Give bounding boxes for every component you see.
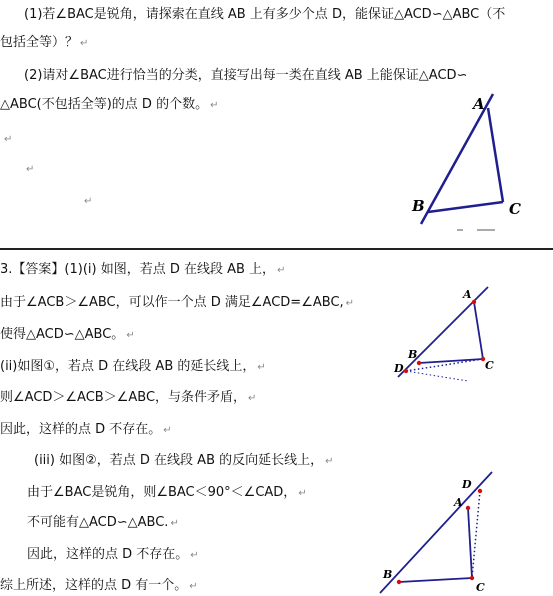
- question-line-2-text: 包括全等）？: [0, 35, 79, 50]
- answer-line-11: [0, 577, 198, 596]
- empty-paragraph: [82, 192, 92, 211]
- question-line-1: [24, 6, 505, 24]
- empty-paragraph: [24, 160, 34, 179]
- answer-line-10-text: 因此，这样的点 D 不存在。: [27, 547, 189, 562]
- point-b: [397, 580, 401, 584]
- answer-line-3-text: 使得△ACD∽△ABC。: [0, 327, 125, 342]
- paragraph-mark: ↵: [277, 265, 286, 276]
- paragraph-mark: ↵: [298, 488, 307, 499]
- label-a: A: [473, 95, 485, 113]
- answer-line-4-text: (ii)如图①，若点 D 在线段 AB 的延长线上，: [0, 359, 256, 374]
- paragraph-mark: ↵: [4, 134, 13, 145]
- answer-line-8: [27, 484, 307, 503]
- answer-line-4: [0, 358, 266, 377]
- answer-line-2-text: 由于∠ACB＞∠ABC，可以作一个点 D 满足∠ACD=∠ABC,: [0, 295, 344, 310]
- question-line-1-text: (1)若∠BAC是锐角，请探索在直线 AB 上有多少个点 D，能保证△ACD∽△ABC（不: [24, 7, 506, 22]
- answer-line-11-text: 综上所述，这样的点 D 有一个。: [0, 578, 188, 593]
- answer-line-9: [27, 514, 179, 533]
- label-b: B: [408, 348, 418, 361]
- answer-figure-2: [380, 474, 492, 593]
- label-a: A: [463, 288, 472, 301]
- section-divider: [0, 248, 553, 250]
- answer-line-5-text: 则∠ACD＞∠ACB＞∠ABC，与条件矛盾，: [0, 390, 247, 405]
- answer-line-5: [0, 389, 256, 408]
- answer-line-9-text: 不可能有△ACD∽△ABC.: [27, 515, 169, 530]
- paragraph-mark: ↵: [345, 298, 355, 309]
- segment-ac: [474, 302, 483, 359]
- answer-line-6-text: 因此，这样的点 D 不存在。: [0, 422, 162, 437]
- paragraph-mark: ↵: [190, 550, 199, 561]
- question-line-4: [0, 96, 218, 115]
- segment-bc: [399, 578, 472, 582]
- answer-figure-1: [392, 285, 492, 385]
- label-a: A: [454, 496, 463, 509]
- question-line-3-text: (2)请对∠BAC进行恰当的分类，直接写出每一类在直线 AB 上能保证△ACD∽: [24, 68, 468, 83]
- label-c: C: [485, 359, 494, 372]
- paragraph-mark: ↵: [257, 362, 266, 373]
- segment-ac: [488, 108, 503, 202]
- question-line-4-text: △ABC(不包括全等)的点 D 的个数。: [0, 97, 209, 112]
- label-c: C: [476, 581, 485, 594]
- point-d: [404, 369, 408, 373]
- line-ab: [380, 472, 492, 593]
- question-line-2: [0, 34, 88, 53]
- paragraph-mark: ↵: [325, 456, 334, 467]
- paragraph-mark: ↵: [84, 196, 93, 207]
- answer-line-6: [0, 421, 172, 440]
- answer-line-7-text: (iii) 如图②，若点 D 在线段 AB 的反向延长线上，: [34, 453, 324, 468]
- paragraph-mark: ↵: [189, 581, 198, 592]
- question-triangle-figure: [405, 90, 545, 240]
- dotted-segment-dc: [472, 491, 480, 578]
- point-a: [472, 300, 476, 304]
- question-line-3: [24, 67, 467, 85]
- point-a: [466, 506, 470, 510]
- answer-line-7: [34, 452, 334, 471]
- point-b: [417, 361, 421, 365]
- label-c: C: [509, 200, 521, 218]
- answer-line-2: [0, 294, 354, 313]
- point-c: [470, 576, 474, 580]
- answer-line-10: [27, 546, 199, 565]
- paragraph-mark: ↵: [126, 330, 135, 341]
- answer-line-3: [0, 326, 135, 345]
- label-b: B: [412, 197, 425, 215]
- paragraph-mark: ↵: [163, 425, 172, 436]
- segment-ac: [468, 508, 472, 578]
- paragraph-mark: ↵: [248, 393, 257, 404]
- answer-line-1: [0, 261, 285, 280]
- point-d: [478, 489, 482, 493]
- paragraph-mark: ↵: [26, 164, 35, 175]
- paragraph-mark: ↵: [170, 518, 179, 529]
- paragraph-mark: ↵: [210, 100, 219, 111]
- paragraph-mark: ↵: [80, 38, 89, 49]
- empty-paragraph: [2, 130, 12, 149]
- label-d: D: [394, 362, 404, 375]
- answer-line-1-text: 3.【答案】(1)(i) 如图，若点 D 在线段 AB 上，: [0, 262, 276, 277]
- label-b: B: [383, 568, 393, 581]
- segment-bc: [428, 202, 503, 212]
- answer-line-8-text: 由于∠BAC是锐角，则∠BAC＜90°＜∠CAD，: [27, 485, 297, 500]
- dotted-segment: [406, 371, 468, 381]
- label-d: D: [462, 478, 472, 491]
